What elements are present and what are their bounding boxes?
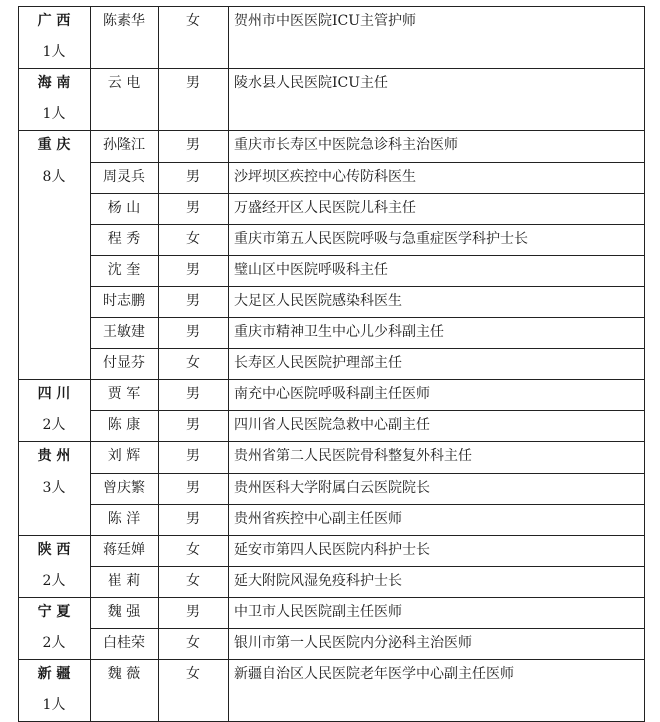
person-gender: 男 <box>186 479 200 496</box>
region-name: 广 西 <box>37 13 71 29</box>
person-title: 贵州省疾控中心副主任医师 <box>234 510 402 527</box>
person-title: 沙坪坝区疾控中心传防科医生 <box>234 168 416 185</box>
person-gender: 男 <box>186 417 200 434</box>
person-title: 贵州医科大学附属白云医院院长 <box>234 479 430 496</box>
row-divider <box>90 628 645 629</box>
person-title: 大足区人民医院感染科医生 <box>234 292 402 309</box>
person-name: 王敏建 <box>103 324 145 340</box>
person-name: 魏 薇 <box>107 666 141 683</box>
person-gender: 男 <box>186 448 200 465</box>
row-divider <box>90 224 645 225</box>
row-divider <box>90 473 645 474</box>
region-count: 2人 <box>42 635 66 651</box>
region-name: 陕 西 <box>37 541 71 558</box>
person-name: 蒋廷婵 <box>103 541 145 558</box>
person-gender: 男 <box>186 386 200 403</box>
region-name: 宁 夏 <box>37 603 71 620</box>
person-name: 陈素华 <box>103 13 145 29</box>
person-name: 时志鹏 <box>103 292 145 309</box>
region-count: 2人 <box>42 417 66 434</box>
row-divider <box>90 317 645 318</box>
person-title: 璧山区中医院呼吸科主任 <box>234 261 388 278</box>
person-title: 四川省人民医院急救中心副主任 <box>234 417 430 434</box>
person-title: 贵州省第二人民医院骨科整复外科主任 <box>234 448 472 465</box>
person-gender: 男 <box>186 137 200 154</box>
row-divider <box>90 286 645 287</box>
column-divider <box>90 6 91 722</box>
person-gender: 女 <box>186 635 200 651</box>
person-name: 云 电 <box>107 75 141 92</box>
row-divider <box>90 193 645 194</box>
person-title: 贺州市中医医院ICU主管护师 <box>234 13 417 29</box>
region-count: 1人 <box>42 44 66 61</box>
table-right-border <box>644 6 645 722</box>
person-title: 延大附院风湿免疫科护士长 <box>234 572 402 589</box>
column-divider <box>228 6 229 722</box>
person-gender: 女 <box>186 572 200 589</box>
region-count: 1人 <box>42 106 66 123</box>
person-name: 陈 洋 <box>107 510 141 527</box>
person-title: 重庆市长寿区中医院急诊科主治医师 <box>234 137 458 154</box>
region-count: 1人 <box>42 697 66 714</box>
region-name: 重 庆 <box>37 137 71 154</box>
person-name: 白桂荣 <box>103 635 145 651</box>
person-name: 杨 山 <box>107 199 141 216</box>
person-gender: 男 <box>186 199 200 216</box>
personnel-table <box>18 3 645 719</box>
person-gender: 男 <box>186 324 200 340</box>
person-name: 贾 军 <box>107 386 141 403</box>
region-count: 3人 <box>42 479 66 496</box>
row-divider <box>90 162 645 163</box>
person-title: 银川市第一人民医院内分泌科主治医师 <box>234 635 472 651</box>
person-name: 刘 辉 <box>107 448 141 465</box>
person-title: 长寿区人民医院护理部主任 <box>234 355 402 372</box>
row-divider <box>90 566 645 567</box>
person-name: 周灵兵 <box>103 168 145 185</box>
person-title: 延安市第四人民医院内科护士长 <box>234 541 430 558</box>
person-name: 曾庆繁 <box>103 479 145 496</box>
person-gender: 男 <box>186 510 200 527</box>
region-count: 2人 <box>42 572 66 589</box>
person-name: 沈 奎 <box>107 261 141 278</box>
person-title: 重庆市第五人民医院呼吸与急重症医学科护士长 <box>234 230 528 247</box>
column-divider <box>158 6 159 722</box>
person-title: 重庆市精神卫生中心儿少科副主任 <box>234 324 444 340</box>
region-name: 贵 州 <box>37 448 71 465</box>
person-name: 程 秀 <box>107 230 141 247</box>
person-name: 孙隆江 <box>103 137 145 154</box>
region-name: 新 疆 <box>37 666 71 683</box>
person-name: 陈 康 <box>107 417 141 434</box>
person-gender: 男 <box>186 292 200 309</box>
row-divider <box>90 348 645 349</box>
region-name: 海 南 <box>37 75 71 92</box>
person-name: 魏 强 <box>107 603 141 620</box>
person-name: 崔 莉 <box>107 572 141 589</box>
person-gender: 女 <box>186 230 200 247</box>
row-divider <box>90 410 645 411</box>
person-gender: 男 <box>186 261 200 278</box>
row-divider <box>90 255 645 256</box>
person-title: 中卫市人民医院副主任医师 <box>234 603 402 620</box>
person-title: 新疆自治区人民医院老年医学中心副主任医师 <box>234 666 514 683</box>
region-name: 四 川 <box>37 386 71 403</box>
person-gender: 男 <box>186 75 200 92</box>
table-left-border <box>18 6 19 722</box>
person-gender: 女 <box>186 355 200 372</box>
person-gender: 女 <box>186 541 200 558</box>
region-count: 8人 <box>42 168 66 185</box>
person-title: 万盛经开区人民医院儿科主任 <box>234 199 416 216</box>
person-gender: 男 <box>186 603 200 620</box>
person-name: 付显芬 <box>103 355 145 372</box>
person-gender: 女 <box>186 666 200 683</box>
person-title: 南充中心医院呼吸科副主任医师 <box>234 386 430 403</box>
row-divider <box>90 504 645 505</box>
person-title: 陵水县人民医院ICU主任 <box>234 75 389 92</box>
person-gender: 女 <box>186 13 200 29</box>
person-gender: 男 <box>186 168 200 185</box>
